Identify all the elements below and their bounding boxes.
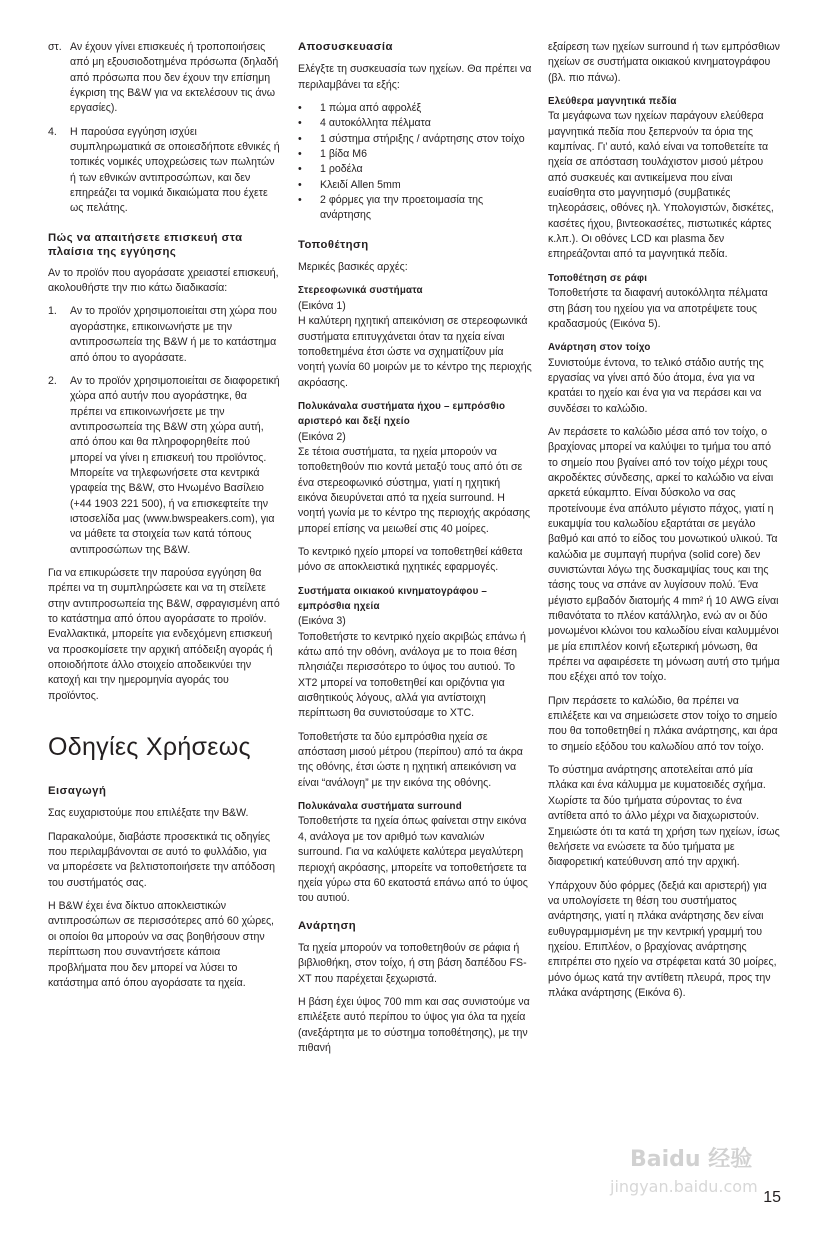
- claim-intro: Αν το προϊόν που αγοράσατε χρειαστεί επισκευή, ακολουθήστε την πιο κάτω διαδικασία:: [48, 266, 279, 295]
- page-title: Οδηγίες Χρήσεως: [48, 733, 251, 762]
- list-item: 4. Η παρούσα εγγύηση ισχύει συμπληρωματικά σε οποιεσδήποτε εθνικές ή τοπικές νομικές υποχρεώσεις των πωλητών ή των εθνικών αντιπροσώπων, και δεν επηρεάζει τα νομικά δικαιώματα που έχετε ως πελάτης.: [48, 125, 280, 215]
- wall-text-3: Πριν περάσετε το καλώδιο, θα πρέπει να επιλέξετε και να σημειώσετε στον τοίχο το σημείο που θα τοποθετηθεί η πλάκα ανάρτησης, και άρα το σημείο εξόδου του καλωδίου από τον τοίχο.: [548, 694, 778, 753]
- column-middle: [298, 40, 532, 1064]
- column-left: [48, 40, 280, 999]
- multichannel-heading: Πολυκάναλα συστήματα ήχου – εμπρόσθιο αριστερό και δεξί ηχείο: [298, 400, 506, 428]
- wall-heading: Ανάρτηση στον τοίχο: [548, 342, 651, 354]
- magnetic-text: Τα μεγάφωνα των ηχείων παράγουν ελεύθερα μαγνητικά πεδία που ξεπερνούν τα όρια της καμπίνας. Γι’ αυτό, καλό είναι να τοποθετείτε τα ηχεία σε απόσταση τουλάχιστον μισού μέτρου από συσκευές και αντικείμενα που είναι ευαίσθητα στο μαγνητισμό (συμβατικές τηλεοράσεις, οθόνες ηλ. Υπολογιστών, δισκέτες, κασέτες ήχου, βιντεοκασέτες, πιστωτικές κάρτες κ.λπ.). Οι οθόνες LCD και plasma δεν επηρεάζονται από τα μαγνητικά πεδία.: [548, 110, 774, 261]
- multichannel-text-2: Το κεντρικό ηχείο μπορεί να τοποθετηθεί κάθετα μόνο σε αποκλειστικά ηχητικές εφαρμογές.: [298, 545, 523, 574]
- magnetic-heading: Ελεύθερα μαγνητικά πεδία: [548, 96, 677, 108]
- watermark-brand: Baidu 经验: [630, 1147, 753, 1172]
- watermark-url: jingyan.baidu.com: [610, 1177, 758, 1196]
- list-item: στ. Αν έχουν γίνει επισκευές ή τροποποιήσεις από μη εξουσιοδοτημένα πρόσωπα (δηλαδή από πρόσωπα που δεν έχουν την επίσημη έγκριση της B&W για να εκτελέσουν τις άνω εργασίες).: [48, 41, 279, 115]
- mount-text: Τα ηχεία μπορούν να τοποθετηθούν σε ράφια ή βιβλιοθήκη, στον τοίχο, ή στη βάση δαπέδου FS-XT που παρέχεται ξεχωριστά.: [298, 941, 527, 985]
- home-theatre-heading: Συστήματα οικιακού κινηματογράφου – εμπρόσθια ηχεία: [298, 585, 488, 612]
- list-item: • 1 πώμα από αφρολέξ: [298, 102, 422, 115]
- intro-paragraph: Παρακαλούμε, διαβάστε προσεκτικά τις οδηγίες που περιλαμβάνονται σε αυτό το φυλλάδιο, για να μπορέσετε να βελτιστοποιήσετε την απόδοση του συστήματός σας.: [48, 830, 275, 889]
- page-number: 15: [763, 1189, 781, 1206]
- claim-outro: Για να επικυρώσετε την παρούσα εγγύηση θα πρέπει να τη συμπληρώσετε και να τη στείλετε στην αντιπροσωπεία της B&W, σφραγισμένη από το κατάστημα από όπου αγοράσατε το προϊόν. Εναλλακτικά, μπορείτε για ενδεχόμενη επισκευή να προσκομίσετε την αρχική απόδειξη αγοράς ή οποιοδήποτε άλλο στοιχείο αποδεικνύει την κατοχή και την ημερομηνία αγοράς του προϊόντος.: [48, 566, 280, 702]
- claim-heading: Πώς να απαιτήσετε επισκευή στα πλαίσια της εγγύησης: [48, 231, 243, 258]
- column-right: [548, 40, 780, 1009]
- list-item: • 4 αυτοκόλλητα πέλματα: [298, 117, 431, 130]
- wall-text: Συνιστούμε έντονα, το τελικό στάδιο αυτής της εργασίας να γίνει από δύο άτομα, ένα για να κρατάει το ηχείο και ένα για να περάσει και να συνδέσει το καλώδιο.: [548, 356, 764, 415]
- mount-heading: Ανάρτηση: [298, 919, 357, 932]
- warranty-list-top: [48, 40, 280, 217]
- wall-text-5: Υπάρχουν δύο φόρμες (δεξιά και αριστερή) για να υπολογίσετε τη θέση του συστήματος ανάρτησης, γιατί η πλάκα ανάρτησης δεν είναι ευθυγραμμισμένη με την κεντρική γραμμή του ηχείου. Επιπλέον, ο βραχίονας ανάρτησης επιτρέπει στο ηχείο να στρέφεται κατά 30 μοίρες, μόνο όμως κατά την αντίθετη πλευρά, προς την πλάκα ανάρτησης (Εικόνα 6).: [548, 879, 777, 999]
- placement-heading: Τοποθέτηση: [298, 238, 369, 251]
- list-item: • Κλειδί Allen 5mm: [298, 178, 401, 191]
- intro-heading: Εισαγωγή: [48, 785, 107, 798]
- stereo-heading: Στερεοφωνικά συστήματα: [298, 285, 423, 297]
- continued-text: εξαίρεση των ηχείων surround ή των εμπρόσθιων ηχείων σε συστήματα οικιακού κινηματογράφου (βλ. πιο πάνω).: [548, 41, 780, 84]
- unpack-list: [298, 101, 532, 224]
- unpack-heading: Αποσυσκευασία: [298, 41, 393, 53]
- list-item: 2. Αν το προϊόν χρησιμοποιείται σε διαφορετική χώρα από αυτήν που αγοράστηκε, θα πρέπει να επικοινωνήσετε με την αντιπροσωπεία της B&W στη χώρα αυτή, από όπου και θα πληροφορηθείτε πού μπορεί να γίνει η επισκευή του προϊόντος. Μπορείτε να τηλεφωνήσετε στα κεντρικά γραφεία της B&W, στο Ηνωμένο Βασίλειο (+44 1903 221 500), ή να επισκεφτείτε την ιστοσελίδα μας (www.bwspeakers.com), για να μάθετε τα στοιχεία των κατά τόπους αντιπροσώπων της B&W.: [48, 374, 280, 556]
- wall-text-4: Το σύστημα ανάρτησης αποτελείται από μία πλάκα και ένα κάλυμμα με κυματοειδές σχήμα. Χωρίστε τα δύο τμήματα σύροντας το ένα αντίθετα από το άλλο μέχρι να διαχωριστούν. Σημειώστε ότι τα κατά τη χρήση των ηχείων, ίσως θελήσετε να ενώσετε τα δύο τμήματα με διαφορετική κατεύθυνση από την αρχική.: [548, 764, 780, 869]
- placement-intro: Μερικές βασικές αρχές:: [298, 261, 408, 274]
- watermark-logo: [590, 1140, 790, 1200]
- list-item: • 1 βίδα M6: [298, 148, 367, 161]
- list-item: • 1 ροδέλα: [298, 163, 363, 176]
- surround-heading: Πολυκάναλα συστήματα surround: [298, 801, 462, 813]
- list-item: • 2 φόρμες για την προετοιμασία της ανάρτησης: [298, 194, 484, 222]
- mount-text-2: Η βάση έχει ύψος 700 mm και σας συνιστούμε να επιλέξετε αυτό περίπου το ύψος για όλα τα ηχεία (ανεξάρτητα με το σύστημα τοποθέτησης), με την πιθανή: [298, 995, 530, 1054]
- multichannel-text: (Εικόνα 2) Σε τέτοια συστήματα, τα ηχεία μπορούν να τοποθετηθούν πιο κοντά μεταξύ τους από ότι σε ένα στερεοφωνικό σύστημα, γιατί η ηχητική εικόνα διευρύνεται από τα ηχεία surround. Η νοητή γωνία με το κέντρο της περιοχής ακρόασης μπορεί επίσης να μειωθεί στις 40 μοίρες.: [298, 430, 531, 535]
- wall-text-2: Αν περάσετε το καλώδιο μέσα από τον τοίχο, ο βραχίονας μπορεί να καλύψει το τμήμα του από το σημείο που βγαίνει από τον τοίχο μέχρι τους ακροδέκτες σύνδεσης, αρκεί το καλώδιο να είναι αρκετά εύκαμπτο. Είναι δύσκολο να σας προτείνουμε ένα απόλυτο μέγιστο πάχος, γιατί η ευκαμψία του καλωδίου εξαρτάται σε μεγάλο βαθμό και από το είδος του μονωτικού υλικού. Τα καλώδια με συμπαγή πυρήνα (solid core) δεν συνιστώνται λόγω της δυσκαμψίας τους και της τάσης τους να σπάνε αν λυγίσουν πολύ. Ένα μέγιστο εμβαδόν διατομής 4 mm² ή 10 AWG είναι πιθανότατα το πλέον κατάλληλο, ενώ αν οι δύο μονωμένοι κλώνοι του καλωδίου είναι καλυμμένοι με μία επιπλέον κοινή εξωτερική μόνωση, θα πρέπει να αφαιρέσετε τη μόνωση αυτή στο τμήμα που εξέχει από τον τοίχο.: [548, 425, 780, 684]
- intro-paragraph: Η B&W έχει ένα δίκτυο αποκλειστικών αντιπροσώπων σε περισσότερες από 60 χώρες, οι οποίοι θα μπορούν να σας βοηθήσουν στην περίπτωση που συναντήσετε κάποια προβλήματα που δεν μπορεί να λύσει το κατάστημα από όπου αγοράσατε τα ηχεία.: [48, 900, 274, 989]
- shelf-heading: Τοποθέτηση σε ράφι: [548, 272, 648, 284]
- stereo-text: (Εικόνα 1) Η καλύτερη ηχητική απεικόνιση σε στερεοφωνικά συστήματα επιτυγχάνεται όταν τα ηχεία είναι τοποθετημένα έτσι ώστε να σχηματίζουν μία νοητή γωνία 60 μοιρών με το κέντρο της περιοχής ακρόασης.: [298, 299, 532, 389]
- list-item: 1. Αν το προϊόν χρησιμοποιείται στη χώρα που αγοράστηκε, επικοινωνήστε με την αντιπροσωπεία της B&W ή με το κατάστημα από όπου το αγοράσατε.: [48, 305, 277, 364]
- surround-text: Τοποθετήστε τα ηχεία όπως φαίνεται στην εικόνα 4, ανάλογα με τον αριθμό των καναλιών surround. Για να καλύψετε καλύτερα μεγαλύτερη περιοχή ακρόασης, μπορείτε να τοποθετήσετε τα ηχεία γύρω στα 60 εκατοστά επάνω από το ύψος του αυτιού.: [298, 815, 528, 905]
- home-theatre-text-2: Τοποθετήστε τα δύο εμπρόσθια ηχεία σε απόσταση μισού μέτρου (περίπου) από τα άκρα της οθόνης, έτσι ώστε η ηχητική απεικόνιση να είναι “ανάλογη” με την εικόνα της οθόνης.: [298, 730, 523, 789]
- intro-paragraph: Σας ευχαριστούμε που επιλέξατε την B&W.: [48, 807, 249, 820]
- list-item: • 1 σύστημα στήριξης / ανάρτησης στον τοίχο: [298, 132, 525, 145]
- shelf-text: Τοποθετήστε τα διαφανή αυτοκόλλητα πέλματα στη βάση του ηχείου για να αποτρέψετε τους κραδασμούς (Εικόνα 5).: [548, 287, 768, 330]
- home-theatre-text: (Εικόνα 3) Τοποθετήστε το κεντρικό ηχείο ακριβώς επάνω ή κάτω από την οθόνη, ανάλογα με το ποια θέση πλησιάζει περισσότερο το ύψος του αυτιού. Το XT2 μπορεί να τοποθετηθεί και οριζόντια για αισθητικούς λόγους, αλλά για αντίστοιχη περίπτωση θα συνιστούσαμε το XTC.: [298, 615, 526, 720]
- claim-list: [48, 304, 280, 558]
- unpack-intro: Ελέγξτε τη συσκευασία των ηχείων. Θα πρέπει να περιλαμβάνει τα εξής:: [298, 63, 532, 91]
